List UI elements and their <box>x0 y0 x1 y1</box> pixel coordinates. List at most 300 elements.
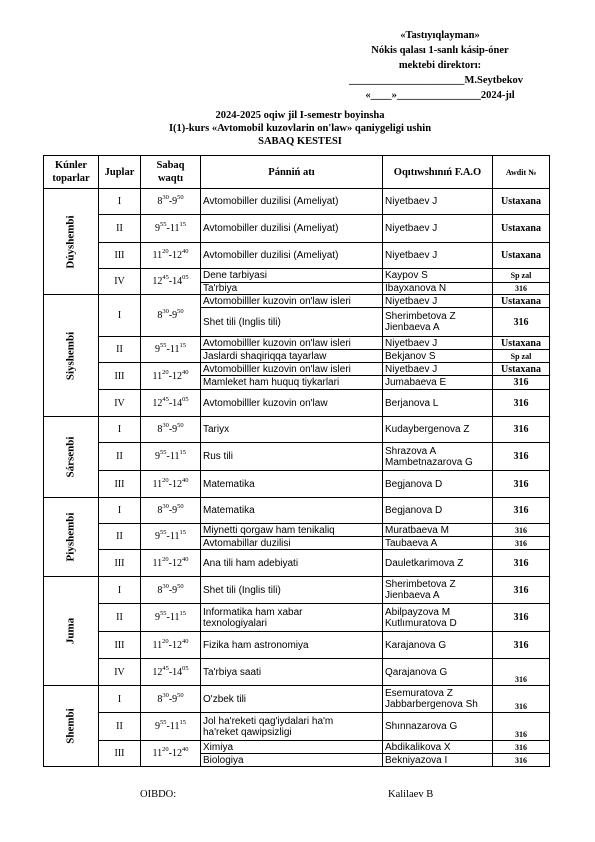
day-label: Piyshembi <box>64 512 77 562</box>
subject-cell <box>201 471 383 498</box>
subject-cell <box>201 686 383 713</box>
approval-heading: «Tastıyıqlayman» <box>400 30 480 41</box>
lesson-time <box>141 390 201 417</box>
lesson-time <box>141 363 201 390</box>
teacher-name: Berjanova L <box>385 397 439 409</box>
subject-name: Biologiya <box>203 754 244 766</box>
day-label: Dúyshembi <box>64 214 77 269</box>
teacher-name: Esemuratova Z <box>385 688 453 699</box>
day-cell <box>44 417 99 498</box>
table-row <box>44 443 550 471</box>
time-start-hour: 8 <box>157 584 163 596</box>
time-dash: - <box>168 748 172 759</box>
subject-name: O'zbek tili <box>203 693 247 705</box>
room-cell: Sp zal <box>493 350 550 363</box>
subject-cell <box>201 215 383 243</box>
time-start-min: 55 <box>160 529 167 536</box>
subject-cell <box>201 659 383 686</box>
subject-cell <box>201 537 383 550</box>
room-cell: 316 <box>493 537 550 550</box>
room-cell: 316 <box>493 754 550 767</box>
subject-cell <box>201 550 383 577</box>
table-row <box>44 713 550 741</box>
teacher-name: Kaypov S <box>385 270 428 281</box>
time-end-min: 15 <box>179 529 186 536</box>
time-start-hour: 12 <box>152 276 163 287</box>
subject-name: Matematika <box>203 505 255 516</box>
table-row <box>44 524 550 537</box>
time-start-min: 30 <box>162 308 169 315</box>
teacher-cell <box>383 283 493 295</box>
teacher-name: Niyetbaev J <box>385 337 438 349</box>
lesson-time <box>141 243 201 269</box>
teacher-cell <box>383 443 493 471</box>
time-start-hour: 11 <box>152 748 163 759</box>
time-dash: - <box>168 370 172 382</box>
lesson-time <box>141 498 201 524</box>
lesson-time <box>141 741 201 767</box>
teacher-name: Shınnazarova G <box>385 721 458 732</box>
time-end-hour: 9 <box>172 693 178 705</box>
subject-name: Matematika <box>203 478 255 490</box>
pair-number: I <box>99 417 141 443</box>
pair-number: III <box>99 550 141 577</box>
lesson-time <box>141 577 201 604</box>
approval-block <box>340 28 540 103</box>
lesson-time <box>141 524 201 550</box>
header-pair: Juplar <box>99 156 141 189</box>
time-dash: - <box>168 250 172 261</box>
time-start-min: 30 <box>162 503 169 510</box>
time-start-hour: 8 <box>157 424 163 435</box>
subject-name: Tariyx <box>203 424 230 435</box>
time-start-hour: 9 <box>155 612 160 623</box>
subject-cell <box>201 337 383 350</box>
day-cell <box>44 498 99 577</box>
time-start-hour: 11 <box>152 639 163 651</box>
teacher-cell <box>383 390 493 417</box>
time-dash: - <box>168 557 172 569</box>
time-start-hour: 12 <box>152 666 163 678</box>
time-end-min: 50 <box>177 691 184 699</box>
table-row <box>44 577 550 604</box>
subject-name: Rus tili <box>203 451 234 462</box>
lesson-time <box>141 189 201 215</box>
time-start-min: 20 <box>162 368 169 376</box>
subject-name: Avtomobiller duzilisi (Ameliyat) <box>203 250 339 261</box>
subject-name: Avtomobiller duzilisi (Ameliyat) <box>203 196 339 207</box>
teacher-name: Begjanova D <box>385 505 443 516</box>
table-row <box>44 659 550 686</box>
subject-cell <box>201 524 383 537</box>
subject-cell <box>201 350 383 363</box>
time-dash: - <box>166 612 170 623</box>
subject-cell <box>201 632 383 659</box>
teacher-name: Bekniyazova I <box>385 754 448 766</box>
subject-name: Informatika ham xabar <box>203 606 303 618</box>
time-end-hour: 12 <box>171 748 182 759</box>
time-end-hour: 9 <box>172 584 178 596</box>
time-dash: - <box>166 223 170 234</box>
teacher-cell <box>383 269 493 283</box>
time-end-hour: 11 <box>169 531 180 542</box>
time-end-min: 40 <box>181 476 189 484</box>
subject-cell <box>201 243 383 269</box>
table-row <box>44 243 550 269</box>
time-start-min: 20 <box>162 248 169 255</box>
time-end-hour: 9 <box>172 505 178 516</box>
teacher-name: Niyetbaev J <box>385 363 438 375</box>
subject-name: Shet tili (Inglis tili) <box>203 584 281 596</box>
lesson-time <box>141 713 201 741</box>
time-end-min: 50 <box>177 194 184 201</box>
subject-name: ha'reket qawipsizligi <box>203 726 292 738</box>
time-end-min: 50 <box>177 503 184 510</box>
time-end-hour: 14 <box>172 666 183 678</box>
table-row <box>44 295 550 308</box>
time-end-min: 40 <box>181 637 189 645</box>
time-start-hour: 8 <box>157 196 163 207</box>
teacher-name: Bekjanov S <box>385 350 436 362</box>
pair-number: II <box>99 215 141 243</box>
time-end-hour: 9 <box>172 310 178 321</box>
subject-name: Ximiya <box>203 741 234 753</box>
subject-cell <box>201 713 383 741</box>
time-dash: - <box>168 310 173 321</box>
room-cell: Ustaxana <box>493 189 550 215</box>
teacher-name: Begjanova D <box>385 478 443 490</box>
lesson-time <box>141 337 201 363</box>
time-end-min: 50 <box>177 582 184 590</box>
table-row <box>44 189 550 215</box>
time-end-hour: 12 <box>171 370 182 382</box>
teacher-cell <box>383 215 493 243</box>
teacher-name: Niyetbaev J <box>385 196 438 207</box>
room-cell: 316 <box>493 498 550 524</box>
time-start-min: 30 <box>162 194 169 201</box>
time-start-hour: 9 <box>155 531 160 542</box>
pair-number: IV <box>99 390 141 417</box>
teacher-name: Jienbaeva A <box>385 322 440 333</box>
time-start-min: 55 <box>160 449 167 456</box>
pair-number: III <box>99 741 141 767</box>
time-end-min: 15 <box>179 342 186 349</box>
header-subject: Pánniń atı <box>201 156 383 189</box>
time-end-min: 05 <box>182 395 189 403</box>
lesson-time <box>141 550 201 577</box>
time-dash: - <box>168 196 173 207</box>
teacher-cell <box>383 659 493 686</box>
table-row <box>44 741 550 754</box>
lesson-time <box>141 659 201 686</box>
subject-cell <box>201 269 383 283</box>
time-dash: - <box>168 505 173 516</box>
table-row <box>44 337 550 350</box>
teacher-cell <box>383 243 493 269</box>
pair-number: III <box>99 243 141 269</box>
teacher-name: Karajanova G <box>385 639 447 651</box>
pair-number: II <box>99 604 141 632</box>
subject-name: Avtomobilller kuzovin on'law <box>203 397 328 409</box>
teacher-cell <box>383 713 493 741</box>
time-end-hour: 11 <box>169 612 180 623</box>
time-start-hour: 11 <box>152 250 163 261</box>
room-cell: 316 <box>493 283 550 295</box>
subject-cell <box>201 604 383 632</box>
time-start-min: 20 <box>162 476 169 484</box>
pair-number: I <box>99 295 141 337</box>
table-row <box>44 471 550 498</box>
teacher-cell <box>383 754 493 767</box>
room-cell: 316 <box>493 577 550 604</box>
teacher-name: Ibayxanova N <box>385 283 447 294</box>
pair-number: III <box>99 471 141 498</box>
teacher-name: Sherimbetova Z <box>385 579 456 590</box>
header-teacher: Oqıtıwshınıń F.A.O <box>383 156 493 189</box>
time-start-hour: 11 <box>152 478 163 490</box>
teacher-name: Dauletkarimova Z <box>385 557 464 569</box>
room-cell: 316 <box>493 376 550 390</box>
subject-cell <box>201 577 383 604</box>
subject-name: Avtomobilller kuzovin on'law isleri <box>203 295 351 307</box>
day-cell <box>44 295 99 417</box>
room-cell: 316 <box>493 550 550 577</box>
teacher-name: Muratbaeva M <box>385 524 449 536</box>
lesson-time <box>141 471 201 498</box>
pair-number: III <box>99 632 141 659</box>
subject-cell <box>201 295 383 308</box>
teacher-cell <box>383 741 493 754</box>
subject-name: Ta'rbiya <box>203 283 238 294</box>
teacher-name: Qarajanova G <box>385 666 448 678</box>
teacher-name: Taubaeva A <box>385 537 438 549</box>
subject-name: Avtomobiller duzilisi (Ameliyat) <box>203 223 339 234</box>
subject-name: Avtomabillar duzilisi <box>203 537 291 549</box>
teacher-cell <box>383 550 493 577</box>
subject-name: Jaslardi shaqiriqqa tayarlaw <box>203 350 327 362</box>
room-cell: 316 <box>493 713 550 741</box>
schedule-table <box>43 155 550 767</box>
subject-name: Fizika ham astronomiya <box>203 639 309 651</box>
lesson-time <box>141 417 201 443</box>
time-start-hour: 8 <box>157 310 163 321</box>
subject-name: Jol ha'reketi qag'iydalari ha'm <box>203 715 334 727</box>
document-title <box>140 109 460 148</box>
approval-signature: ______________________M.Seytbekov <box>348 75 524 86</box>
time-start-min: 55 <box>160 221 167 228</box>
time-dash: - <box>166 721 170 732</box>
time-start-min: 30 <box>162 422 169 429</box>
time-end-hour: 11 <box>169 344 180 355</box>
header-day: Kúnler toparlar <box>44 156 99 189</box>
teacher-cell <box>383 686 493 713</box>
time-end-hour: 12 <box>171 639 182 651</box>
pair-number: IV <box>99 659 141 686</box>
teacher-name: Abdikalikova X <box>385 741 451 753</box>
approval-line-1: Nókis qalası 1-sanlı kásip-óner <box>371 45 509 56</box>
time-start-min: 20 <box>162 637 169 645</box>
title-line-3: SABAQ KESTESI <box>258 136 342 147</box>
time-dash: - <box>168 639 172 651</box>
table-row <box>44 215 550 243</box>
teacher-name: Abilpayzova M <box>385 606 451 618</box>
time-start-min: 20 <box>162 555 169 563</box>
teacher-cell <box>383 537 493 550</box>
time-end-min: 40 <box>181 746 189 753</box>
day-label: Sársenbi <box>64 436 77 478</box>
teacher-cell <box>383 350 493 363</box>
teacher-name: Sherimbetova Z <box>385 311 456 322</box>
subject-name: Dene tarbiyasi <box>203 270 267 281</box>
room-cell: Ustaxana <box>493 363 550 376</box>
subject-cell <box>201 754 383 767</box>
pair-number: I <box>99 686 141 713</box>
time-start-min: 30 <box>162 582 169 590</box>
room-cell: 316 <box>493 741 550 754</box>
time-end-min: 15 <box>179 221 186 228</box>
lesson-time <box>141 295 201 337</box>
title-line-1: 2024-2025 oqiw jil I-semestr boyinsha <box>215 110 385 121</box>
table-row <box>44 390 550 417</box>
teacher-name: Kutlımuratova D <box>385 617 457 629</box>
subject-cell <box>201 283 383 295</box>
time-end-hour: 14 <box>172 397 183 409</box>
room-cell: Ustaxana <box>493 215 550 243</box>
time-start-hour: 9 <box>155 721 160 732</box>
teacher-cell <box>383 604 493 632</box>
time-end-min: 40 <box>181 248 189 255</box>
subject-cell <box>201 443 383 471</box>
pair-number: I <box>99 498 141 524</box>
time-start-hour: 12 <box>152 397 163 409</box>
time-dash: - <box>168 276 173 287</box>
time-start-min: 20 <box>162 746 169 753</box>
subject-name: Avtomobilller kuzovin on'law isleri <box>203 337 351 349</box>
teacher-name: Shrazova A <box>385 445 437 457</box>
lesson-time <box>141 269 201 295</box>
teacher-cell <box>383 471 493 498</box>
time-start-hour: 8 <box>157 505 163 516</box>
day-cell <box>44 577 99 686</box>
time-dash: - <box>168 478 172 490</box>
time-start-min: 45 <box>162 395 169 403</box>
time-end-hour: 14 <box>172 276 183 287</box>
pair-number: I <box>99 577 141 604</box>
subject-cell <box>201 417 383 443</box>
teacher-name: Kudaybergenova Z <box>385 424 470 435</box>
time-start-hour: 9 <box>155 344 160 355</box>
teacher-cell <box>383 498 493 524</box>
time-end-hour: 11 <box>169 451 180 462</box>
time-start-hour: 11 <box>152 370 163 382</box>
time-end-hour: 12 <box>171 250 182 261</box>
day-cell <box>44 189 99 295</box>
room-cell: 316 <box>493 659 550 686</box>
time-dash: - <box>166 531 170 542</box>
room-cell: 316 <box>493 471 550 498</box>
header-room: Awdit № <box>493 156 550 189</box>
room-cell: 316 <box>493 417 550 443</box>
pair-number: IV <box>99 269 141 295</box>
time-start-hour: 11 <box>152 557 163 569</box>
lesson-time <box>141 604 201 632</box>
room-cell: Ustaxana <box>493 243 550 269</box>
time-start-min: 45 <box>162 274 169 281</box>
teacher-cell <box>383 417 493 443</box>
teacher-name: Niyetbaev J <box>385 295 438 307</box>
lesson-time <box>141 686 201 713</box>
table-row <box>44 632 550 659</box>
subject-cell <box>201 308 383 337</box>
room-cell: Ustaxana <box>493 337 550 350</box>
teacher-name: Jumabaeva E <box>385 377 447 388</box>
time-dash: - <box>168 424 173 435</box>
time-end-min: 05 <box>182 274 189 281</box>
time-end-hour: 12 <box>171 478 182 490</box>
subject-name: Ta'rbiya saati <box>203 666 262 678</box>
teacher-cell <box>383 295 493 308</box>
time-end-min: 50 <box>177 308 184 315</box>
subject-name: Mamleket ham huquq tiykarlari <box>203 377 340 388</box>
time-end-hour: 9 <box>172 196 178 207</box>
time-end-min: 40 <box>181 555 189 563</box>
time-end-min: 15 <box>179 449 186 456</box>
subject-name: texnologiyalari <box>203 617 267 629</box>
time-dash: - <box>168 666 173 678</box>
subject-name: Ana tili ham adebiyati <box>203 557 299 569</box>
room-cell: 316 <box>493 632 550 659</box>
header-time: Sabaq waqtı <box>141 156 201 189</box>
time-start-hour: 8 <box>157 693 163 705</box>
subject-cell <box>201 376 383 390</box>
time-dash: - <box>166 451 170 462</box>
table-row <box>44 604 550 632</box>
pair-number: I <box>99 189 141 215</box>
time-end-hour: 11 <box>169 223 180 234</box>
subject-cell <box>201 741 383 754</box>
teacher-cell <box>383 189 493 215</box>
time-start-min: 45 <box>162 664 169 672</box>
approval-line-2: mektebi direktorı: <box>398 60 482 71</box>
room-cell: 316 <box>493 524 550 537</box>
table-header-row <box>44 156 550 189</box>
teacher-name: Mambetnazarova G <box>385 456 473 468</box>
time-end-hour: 9 <box>172 424 178 435</box>
pair-number: III <box>99 363 141 390</box>
subject-cell <box>201 189 383 215</box>
time-start-min: 55 <box>160 610 167 617</box>
time-dash: - <box>166 344 170 355</box>
lesson-time <box>141 215 201 243</box>
room-cell: 316 <box>493 390 550 417</box>
time-end-min: 15 <box>179 610 186 617</box>
table-row <box>44 498 550 524</box>
subject-cell <box>201 390 383 417</box>
room-cell: 316 <box>493 443 550 471</box>
teacher-cell <box>383 363 493 376</box>
subject-cell <box>201 363 383 376</box>
day-cell <box>44 686 99 767</box>
day-label: Juma <box>64 617 77 645</box>
time-dash: - <box>168 397 173 409</box>
table-row <box>44 417 550 443</box>
subject-name: Avtomobilller kuzovin on'law isleri <box>203 363 351 375</box>
time-start-hour: 9 <box>155 223 160 234</box>
day-label: Siyshembi <box>64 331 77 380</box>
teacher-name: Niyetbaev J <box>385 223 438 234</box>
footer-left: OIBDO: <box>140 789 177 800</box>
teacher-cell <box>383 337 493 350</box>
